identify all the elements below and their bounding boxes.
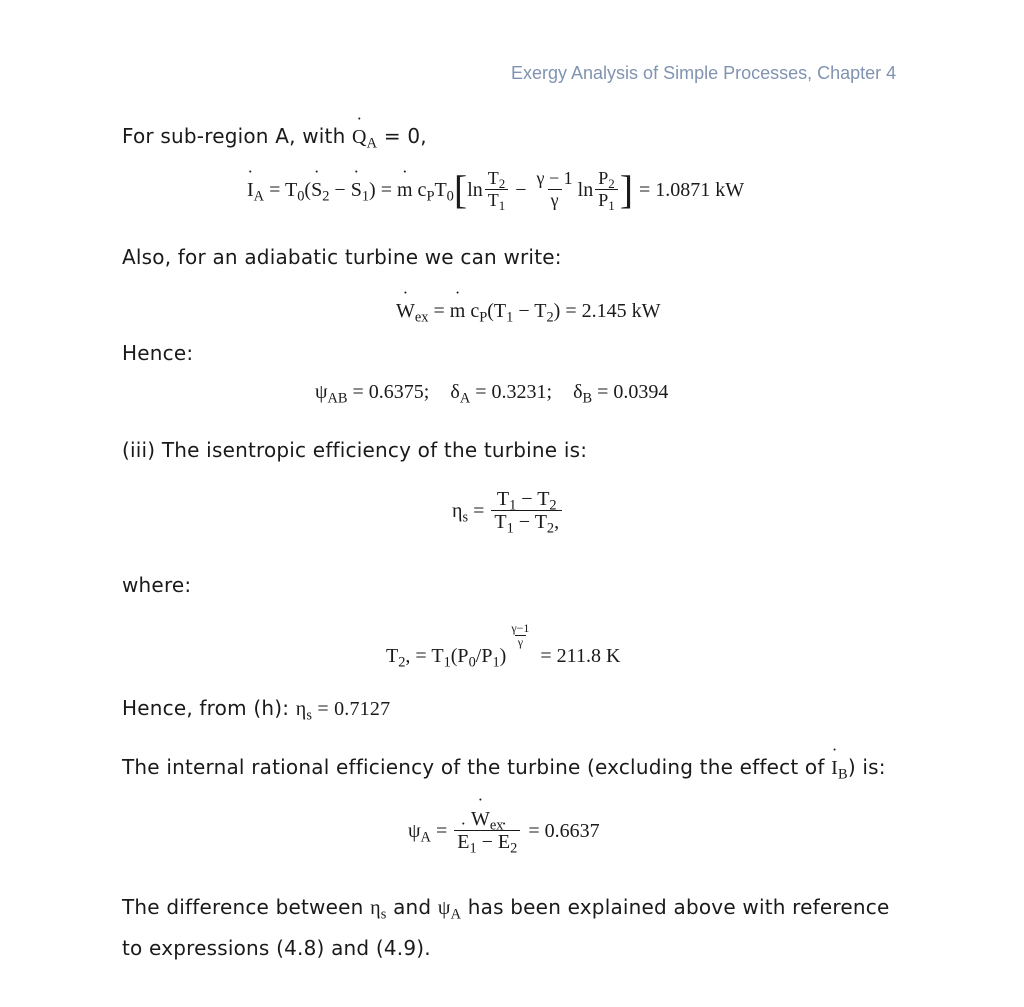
delta-a-symbol: $\delta_A$ xyxy=(450,381,471,407)
equation-result: = 211.8 K xyxy=(540,644,621,667)
psi-a-symbol: $\psi_A$ xyxy=(437,897,462,923)
paragraph-text: has been explained above with reference xyxy=(461,895,890,919)
fraction-gamma: $\frac{\gamma - 1}{\gamma}$ xyxy=(536,168,573,211)
equation-lhs: $T_2$, = $T_1(P_0/P_1)$ xyxy=(386,644,507,671)
paragraph-subregion-a xyxy=(122,124,427,152)
paragraph-hence: Hence: xyxy=(122,341,194,365)
equation-t2-prime xyxy=(386,622,620,670)
left-bracket: [ xyxy=(453,167,468,212)
equation-lhs: ˙ $W_{ex}$ = ˙ m $c_P(T_1 - T_2)$ xyxy=(396,300,565,322)
paragraph-text: For sub-region A, with xyxy=(122,124,353,148)
paragraph-where: where: xyxy=(122,573,192,597)
fraction-p2-p1: $\frac{P_2}{P_1}$ xyxy=(595,169,618,210)
eta-s-value: = 0.7127 xyxy=(317,698,391,720)
eta-s-symbol: $\eta_s$ xyxy=(370,897,387,923)
right-bracket: ] xyxy=(619,167,634,212)
psi-ab-symbol: $\psi_{AB}$ xyxy=(315,381,348,407)
equation-result: = 1.0871 kW xyxy=(639,178,745,201)
paragraph-adiabatic-turbine: Also, for an adiabatic turbine we can write: xyxy=(122,245,562,269)
equation-efficiency-values xyxy=(315,381,669,407)
log-term: ln xyxy=(577,178,594,201)
equation-rational-efficiency xyxy=(408,808,600,857)
fraction-t2-t1: $\frac{T_2}{T_1}$ xyxy=(485,169,508,210)
paragraph-rational-efficiency xyxy=(122,755,886,783)
equation-isentropic-efficiency xyxy=(452,488,564,537)
equation-irreversibility-a xyxy=(247,163,744,217)
fraction-temperature-ratio: $\frac{T_1 - T_2}{T_1 - T_2,}$ xyxy=(491,488,562,534)
paragraph-hence-from-h xyxy=(122,696,391,724)
equation-result: = 0.6637 xyxy=(528,819,600,842)
exponent-fraction: $\frac{\gamma-1}{\gamma}$ xyxy=(511,621,530,650)
delta-b-value: = 0.0394 xyxy=(597,381,669,403)
q-dot-a-symbol: ˙ $Q_A$ xyxy=(352,126,377,148)
equation-work-exergy xyxy=(396,300,661,326)
fraction-work-exergy: ˙ $W_{ex}$ ˙ $E_1$ − ˙ $E_2$ xyxy=(454,808,520,854)
paragraph-text: = 0, xyxy=(377,124,427,148)
minus-sign: − xyxy=(510,178,532,201)
eta-s-symbol: $\eta_s$ = xyxy=(452,499,490,526)
delta-b-symbol: $\delta_B$ xyxy=(573,381,593,407)
i-dot-b-symbol: ˙ $I_B$ xyxy=(831,757,848,779)
equation-lhs: ˙ $I_A$ = $T_0(˙$ $S_2$ − ˙ $S_1$) = ˙ m $c_PT_0$ xyxy=(247,179,454,202)
paragraph-difference-line2: to expressions (4.8) and (4.9). xyxy=(122,936,431,960)
eta-s-symbol: $\eta_s$ xyxy=(295,698,313,724)
running-header: Exergy Analysis of Simple Processes, Chapter 4 xyxy=(511,63,897,83)
paragraph-text: and xyxy=(386,895,438,919)
paragraph-text: The internal rational efficiency of the turbine (excluding the effect of xyxy=(122,755,832,779)
paragraph-difference xyxy=(122,895,890,923)
psi-a-symbol: $\psi_A$ = xyxy=(408,819,453,846)
paragraph-text: Hence, from (h): xyxy=(122,696,296,720)
log-term: ln xyxy=(467,178,483,201)
equation-result: = 2.145 kW xyxy=(565,300,661,322)
paragraph-isentropic-efficiency: (iii) The isentropic efficiency of the turbine is: xyxy=(122,438,588,462)
psi-ab-value: = 0.6375; xyxy=(352,381,430,403)
paragraph-text: The difference between xyxy=(122,895,371,919)
paragraph-text: ) is: xyxy=(847,755,886,779)
delta-a-value: = 0.3231; xyxy=(475,381,553,403)
